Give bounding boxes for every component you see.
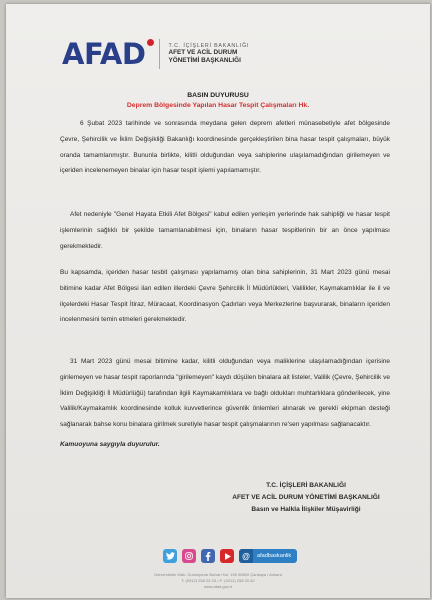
logo-line-baskanlik: YÖNETİMİ BAŞKANLIĞI [168, 57, 241, 65]
footer-address-line: Üniversiteler Mah. Dumlupınar Bulvarı No: 159 06800 Çankaya / Ankara [154, 572, 282, 577]
logo-red-dot-icon [147, 39, 154, 46]
facebook-icon[interactable] [201, 549, 215, 563]
social-handle-badge[interactable] [239, 549, 297, 563]
twitter-icon[interactable] [163, 549, 177, 563]
at-icon: @ [239, 549, 253, 563]
signature-office: Basın ve Halkla İlişkiler Müşavirliği [251, 506, 361, 514]
logo-wordmark: AFAD [62, 40, 145, 69]
footer-phone-line: T: (0312) 258 23 23 • F: (0312) 258 20 82 [181, 578, 255, 584]
social-links [163, 549, 297, 563]
footer-address [6, 572, 430, 591]
document-subtitle: Deprem Bölgesinde Yapılan Hasar Tespit Çalışmaları Hk. [126, 102, 310, 109]
paragraph-2: Afet nedeniyle "Genel Hayata Etkili Afet Bölgesi" kabul edilen yerleşim yerlerinde hak sahipliği ve hasar tespit işlemlerinin sağlıklı bir şekilde tamamlanabilmesi için, binaların hasar tespitlerinin bir an önce yapılması gerekmektedir. [60, 211, 390, 250]
document-title: BASIN DUYURUSU [187, 92, 249, 99]
youtube-icon[interactable] [220, 549, 234, 563]
logo-line-afet: AFET VE ACİL DURUM [168, 49, 238, 57]
press-release-document [6, 4, 430, 598]
afad-logo [62, 36, 249, 72]
logo-text [168, 43, 249, 66]
instagram-icon[interactable] [182, 549, 196, 563]
signature-block [216, 480, 396, 517]
paragraph-3: Bu kapsamda, içeriden hasar tesbit çalışması yapılamamış olan bina sahiplerinin, 31 Mart 2023 günü mesai bitimine kadar Afet Bölgesi ilan edilen illerdeki Çevre Şehircilik İl Müdürlükleri, Valilikler, Kaymakamlıklar ile il ve ilçelerdeki Hasar Tespit İtiraz, Müracaat, Koordinasyon Çadırları veya Merkezlerine başvurarak, binaların içeriden incelenmesini temin etmeleri gerekmektedir. [60, 269, 390, 324]
social-handle: afadbaskanlik [257, 553, 292, 559]
paragraph-1: 6 Şubat 2023 tarihinde ve sonrasında meydana gelen deprem afetleri münasebetiyle afet bölgesinde Çevre, Şehircilik ve İklim Değişikliği Bakanlığı koordinesinde gerçekleştirilen bina hasar tespit çalışmaları, büyük oranda tamamlanmıştır. Bununla birlikte, kilitli olduğundan veya sahiplerine ulaşılamadığından girilemeyen ve içeriden incelenemeyen binalar için hasar tespit işlemi yapılamamıştır. [60, 120, 390, 175]
closing-line: Kamuoyuna saygıyla duyurulur. [60, 441, 160, 448]
signature-ministry: T.C. İÇİŞLERİ BAKANLIĞI [266, 482, 346, 489]
logo-line-ministry: T.C. İÇİŞLERİ BAKANLIĞI [168, 42, 250, 49]
paragraph-4: 31 Mart 2023 günü mesai bitimine kadar, kilitli olduğundan veya maliklerine ulaşılamadığından içerisine girilemeyen ve hasar tespit raporlarında "girilemeyen" kaydı düşülen binalara ait listeler, Valilik (Çevre, Şehircilik ve İklim Değişikliği İl Müdürlüğü) tarafından ilgili Kaymakamlıklara ve bağlı oldukları muhtarlıklara gönderilecek, yine Valilik/Kaymakamlık koordinesinde kolluk kuvvetlerince güvenlik önlemleri alınarak ve gerekli ekipman desteği sağlanarak bahse konu binalara girilmek suretiyle hasar tespit çalışmalarının re'sen yapılması sağlanacaktır. [60, 358, 390, 429]
logo-divider [159, 39, 160, 69]
signature-presidency: AFET VE ACİL DURUM YÖNETİMİ BAŞKANLIĞI [232, 494, 380, 502]
footer-website[interactable]: www.afad.gov.tr [203, 584, 233, 590]
